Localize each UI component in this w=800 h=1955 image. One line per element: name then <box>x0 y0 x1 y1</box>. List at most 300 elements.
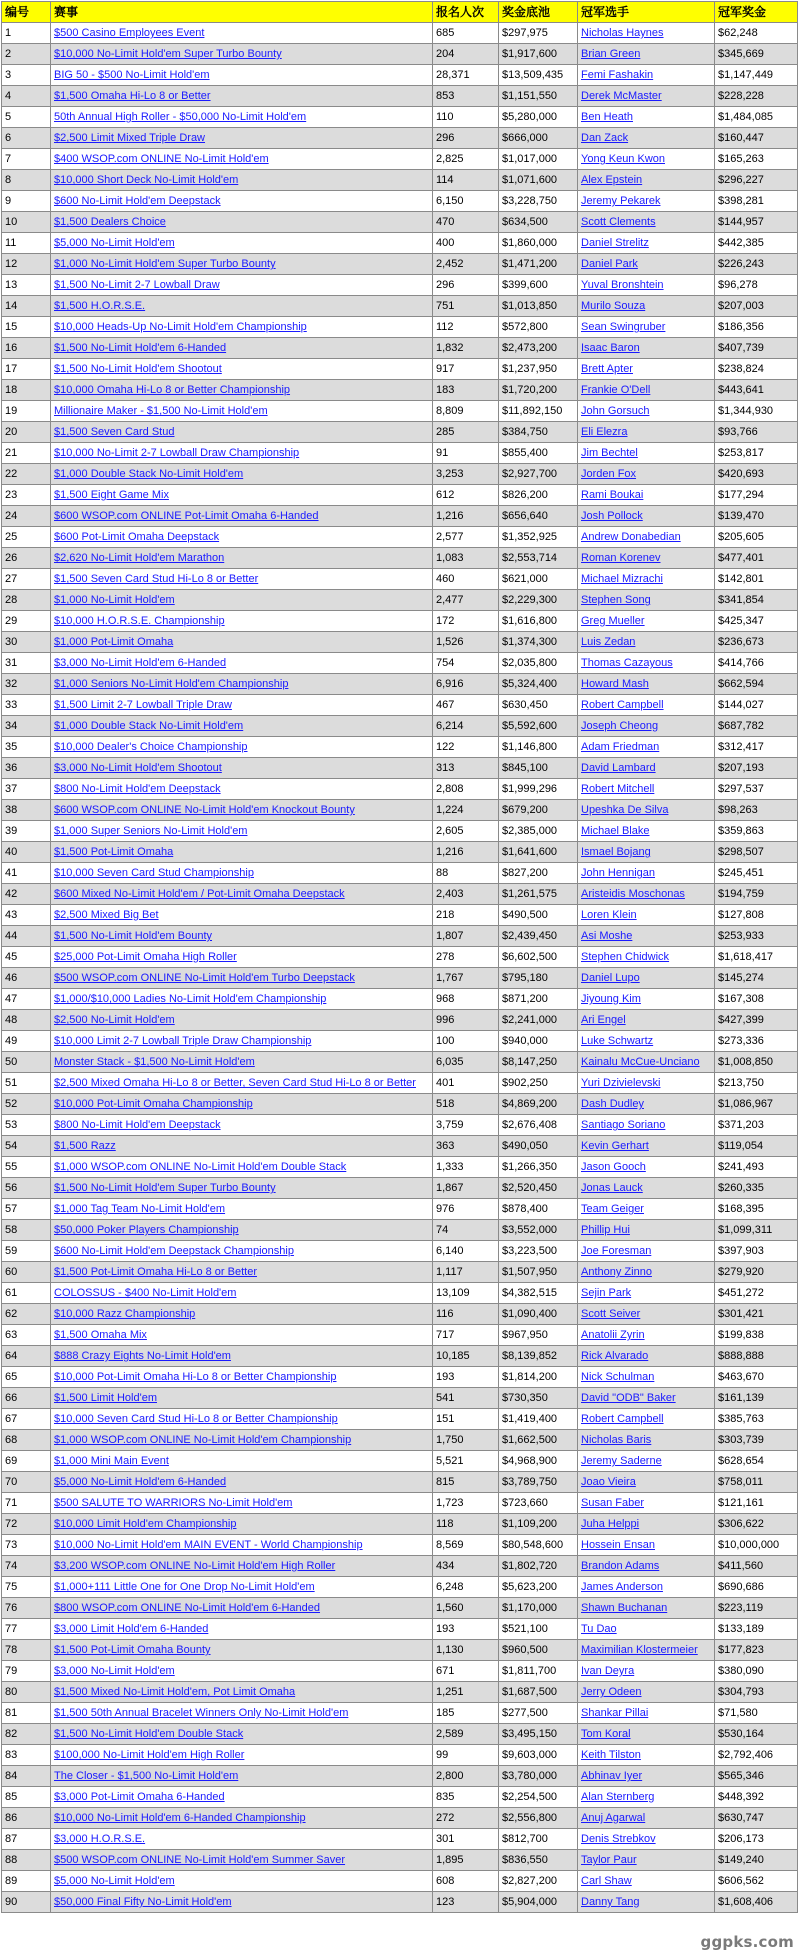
cell-winner <box>578 1325 715 1346</box>
cell-event-link[interactable]: $1,000 No-Limit Hold'em Super Turbo Bounty <box>54 258 276 270</box>
cell-winner-link[interactable]: Michael Mizrachi <box>581 573 663 585</box>
cell-winner-link[interactable]: Rick Alvarado <box>581 1350 649 1362</box>
cell-number: 25 <box>2 527 51 548</box>
cell-winner <box>578 590 715 611</box>
cell-event-link[interactable]: $1,000 Super Seniors No-Limit Hold'em <box>54 825 248 837</box>
cell-event <box>51 464 433 485</box>
table-row <box>2 1157 798 1178</box>
cell-event-link[interactable]: $600 Pot-Limit Omaha Deepstack <box>54 531 220 543</box>
cell-event-link[interactable]: $10,000 Short Deck No-Limit Hold'em <box>54 174 239 186</box>
cell-first-prize: $1,147,449 <box>715 65 798 86</box>
cell-winner-link[interactable]: Danny Tang <box>581 1896 640 1908</box>
cell-winner-link[interactable]: Murilo Souza <box>581 300 646 312</box>
cell-event-link[interactable]: $1,000/$10,000 Ladies No-Limit Hold'em Championship <box>54 993 327 1005</box>
cell-event <box>51 1199 433 1220</box>
cell-winner-link[interactable]: Anthony Zinno <box>581 1266 652 1278</box>
cell-event-link[interactable]: $1,500 Pot-Limit Omaha Bounty <box>54 1644 211 1656</box>
cell-first-prize: $448,392 <box>715 1787 798 1808</box>
cell-prize-pool: $621,000 <box>499 569 578 590</box>
cell-winner-link[interactable]: David Lambard <box>581 762 656 774</box>
table-row <box>2 1367 798 1388</box>
cell-winner-link[interactable]: Phillip Hui <box>581 1224 630 1236</box>
cell-event-link[interactable]: $10,000 Limit Hold'em Championship <box>54 1518 237 1530</box>
cell-winner <box>578 1094 715 1115</box>
cell-event <box>51 1661 433 1682</box>
cell-event-link[interactable]: $10,000 Pot-Limit Omaha Championship <box>54 1098 253 1110</box>
cell-winner-link[interactable]: Sejin Park <box>581 1287 632 1299</box>
cell-winner-link[interactable]: Andrew Donabedian <box>581 531 681 543</box>
cell-number: 14 <box>2 296 51 317</box>
cell-winner-link[interactable]: Brandon Adams <box>581 1560 660 1572</box>
cell-winner-link[interactable]: Alex Epstein <box>581 174 643 186</box>
cell-winner-link[interactable]: Rami Boukai <box>581 489 644 501</box>
cell-event-link[interactable]: $10,000 Limit 2-7 Lowball Triple Draw Championship <box>54 1035 312 1047</box>
cell-event-link[interactable]: The Closer - $1,500 No-Limit Hold'em <box>54 1770 239 1782</box>
cell-prize-pool: $2,827,200 <box>499 1871 578 1892</box>
cell-winner-link[interactable]: James Anderson <box>581 1581 663 1593</box>
cell-number: 43 <box>2 905 51 926</box>
cell-number: 79 <box>2 1661 51 1682</box>
cell-winner-link[interactable]: Tom Koral <box>581 1728 631 1740</box>
cell-winner-link[interactable]: Jeremy Saderne <box>581 1455 662 1467</box>
cell-entries: 110 <box>433 107 499 128</box>
cell-winner-link[interactable]: Daniel Lupo <box>581 972 640 984</box>
cell-event-link[interactable]: $3,000 No-Limit Hold'em 6-Handed <box>54 657 227 669</box>
cell-winner-link[interactable]: Joao Vieira <box>581 1476 636 1488</box>
cell-winner <box>578 1598 715 1619</box>
cell-winner <box>578 1703 715 1724</box>
cell-event-link[interactable]: $1,500 Dealers Choice <box>54 216 166 228</box>
cell-winner-link[interactable]: Robert Campbell <box>581 1413 664 1425</box>
cell-event-link[interactable]: $5,000 No-Limit Hold'em <box>54 1875 175 1887</box>
cell-event-link[interactable]: $1,500 Pot-Limit Omaha Hi-Lo 8 or Better <box>54 1266 257 1278</box>
table-row <box>2 842 798 863</box>
cell-event-link[interactable]: $1,500 Eight Game Mix <box>54 489 169 501</box>
cell-winner-link[interactable]: Brett Apter <box>581 363 633 375</box>
table-row <box>2 1598 798 1619</box>
cell-event <box>51 863 433 884</box>
cell-winner-link[interactable]: Maximilian Klostermeier <box>581 1644 698 1656</box>
cell-event-link[interactable]: $10,000 Heads-Up No-Limit Hold'em Championship <box>54 321 307 333</box>
cell-entries: 6,214 <box>433 716 499 737</box>
cell-event-link[interactable]: $1,500 No-Limit Hold'em 6-Handed <box>54 342 227 354</box>
cell-event <box>51 443 433 464</box>
cell-prize-pool: $5,324,400 <box>499 674 578 695</box>
table-row <box>2 1850 798 1871</box>
cell-winner-link[interactable]: Robert Mitchell <box>581 783 655 795</box>
cell-entries: 1,750 <box>433 1430 499 1451</box>
cell-event <box>51 254 433 275</box>
cell-winner-link[interactable]: David "ODB" Baker <box>581 1392 676 1404</box>
cell-event-link[interactable]: $800 WSOP.com ONLINE No-Limit Hold'em 6-Handed <box>54 1602 321 1614</box>
cell-winner-link[interactable]: Jason Gooch <box>581 1161 646 1173</box>
cell-winner-link[interactable]: Robert Campbell <box>581 699 664 711</box>
cell-event-link[interactable]: $10,000 H.O.R.S.E. Championship <box>54 615 225 627</box>
cell-event-link[interactable]: $1,000 No-Limit Hold'em <box>54 594 175 606</box>
cell-winner-link[interactable]: Alan Sternberg <box>581 1791 655 1803</box>
cell-number: 63 <box>2 1325 51 1346</box>
cell-event-link[interactable]: $10,000 No-Limit Hold'em MAIN EVENT - World Championship <box>54 1539 363 1551</box>
table-row <box>2 1283 798 1304</box>
cell-winner-link[interactable]: Shankar Pillai <box>581 1707 649 1719</box>
cell-winner-link[interactable]: Juha Helppi <box>581 1518 640 1530</box>
cell-event-link[interactable]: $1,000 Tag Team No-Limit Hold'em <box>54 1203 226 1215</box>
table-row <box>2 1199 798 1220</box>
cell-event-link[interactable]: $2,500 Mixed Omaha Hi-Lo 8 or Better, Seven Card Stud Hi-Lo 8 or Better <box>54 1077 416 1089</box>
cell-winner-link[interactable]: Daniel Strelitz <box>581 237 649 249</box>
cell-prize-pool: $3,780,000 <box>499 1766 578 1787</box>
cell-prize-pool: $826,200 <box>499 485 578 506</box>
cell-event-link[interactable]: $10,000 Omaha Hi-Lo 8 or Better Championship <box>54 384 291 396</box>
cell-event-link[interactable]: $10,000 Razz Championship <box>54 1308 196 1320</box>
cell-winner-link[interactable]: Frankie O'Dell <box>581 384 651 396</box>
cell-first-prize: $411,560 <box>715 1556 798 1577</box>
cell-winner-link[interactable]: Brian Green <box>581 48 641 60</box>
cell-event-link[interactable]: $2,500 Mixed Big Bet <box>54 909 159 921</box>
cell-event-link[interactable]: $1,500 Omaha Hi-Lo 8 or Better <box>54 90 211 102</box>
cell-event-link[interactable]: $1,000+111 Little One for One Drop No-Limit Hold'em <box>54 1581 315 1593</box>
cell-winner-link[interactable]: Joseph Cheong <box>581 720 659 732</box>
cell-event-link[interactable]: $888 Crazy Eights No-Limit Hold'em <box>54 1350 231 1362</box>
cell-entries: 118 <box>433 1514 499 1535</box>
cell-winner-link[interactable]: Aristeidis Moschonas <box>581 888 685 900</box>
cell-event-link[interactable]: $2,500 Limit Mixed Triple Draw <box>54 132 206 144</box>
cell-winner-link[interactable]: Thomas Cazayous <box>581 657 673 669</box>
cell-prize-pool: $2,254,500 <box>499 1787 578 1808</box>
cell-winner-link[interactable]: Eli Elezra <box>581 426 628 438</box>
table-row <box>2 107 798 128</box>
cell-event-link[interactable]: $10,000 Pot-Limit Omaha Hi-Lo 8 or Better Championship <box>54 1371 337 1383</box>
cell-entries: 541 <box>433 1388 499 1409</box>
cell-event-link[interactable]: $500 SALUTE TO WARRIORS No-Limit Hold'em <box>54 1497 293 1509</box>
cell-first-prize: $380,090 <box>715 1661 798 1682</box>
cell-number: 27 <box>2 569 51 590</box>
cell-winner-link[interactable]: Susan Faber <box>581 1497 644 1509</box>
cell-event-link[interactable]: $1,500 Limit Hold'em <box>54 1392 157 1404</box>
cell-winner-link[interactable]: Roman Korenev <box>581 552 661 564</box>
cell-event-link[interactable]: $1,500 No-Limit Hold'em Double Stack <box>54 1728 244 1740</box>
cell-event-link[interactable]: $2,500 No-Limit Hold'em <box>54 1014 175 1026</box>
cell-winner-link[interactable]: Asi Moshe <box>581 930 633 942</box>
cell-prize-pool: $960,500 <box>499 1640 578 1661</box>
cell-event <box>51 1535 433 1556</box>
cell-number: 34 <box>2 716 51 737</box>
cell-event-link[interactable]: $1,500 H.O.R.S.E. <box>54 300 146 312</box>
cell-winner-link[interactable]: Sean Swingruber <box>581 321 666 333</box>
cell-winner <box>578 44 715 65</box>
cell-event-link[interactable]: $10,000 Seven Card Stud Hi-Lo 8 or Better Championship <box>54 1413 338 1425</box>
cell-event-link[interactable]: $5,000 No-Limit Hold'em 6-Handed <box>54 1476 227 1488</box>
cell-winner-link[interactable]: Jeremy Pekarek <box>581 195 661 207</box>
cell-winner-link[interactable]: Yuri Dzivielevski <box>581 1077 661 1089</box>
cell-event <box>51 968 433 989</box>
cell-event-link[interactable]: $1,000 WSOP.com ONLINE No-Limit Hold'em Championship <box>54 1434 352 1446</box>
table-row <box>2 1535 798 1556</box>
cell-entries: 8,809 <box>433 401 499 422</box>
cell-event-link[interactable]: $1,500 No-Limit 2-7 Lowball Draw <box>54 279 220 291</box>
cell-event-link[interactable]: $1,000 Mini Main Event <box>54 1455 169 1467</box>
table-row <box>2 275 798 296</box>
cell-prize-pool: $878,400 <box>499 1199 578 1220</box>
cell-event <box>51 65 433 86</box>
cell-event-link[interactable]: $600 No-Limit Hold'em Deepstack Championship <box>54 1245 294 1257</box>
cell-winner-link[interactable]: Nick Schulman <box>581 1371 655 1383</box>
cell-number: 85 <box>2 1787 51 1808</box>
cell-event <box>51 107 433 128</box>
cell-first-prize: $133,189 <box>715 1619 798 1640</box>
cell-event <box>51 1388 433 1409</box>
cell-event-link[interactable]: $600 WSOP.com ONLINE Pot-Limit Omaha 6-Handed <box>54 510 319 522</box>
cell-entries: 835 <box>433 1787 499 1808</box>
table-row <box>2 653 798 674</box>
cell-event-link[interactable]: $600 Mixed No-Limit Hold'em / Pot-Limit Omaha Deepstack <box>54 888 345 900</box>
cell-event-link[interactable]: $1,500 Seven Card Stud <box>54 426 175 438</box>
cell-winner-link[interactable]: Jerry Odeen <box>581 1686 642 1698</box>
cell-first-prize: $260,335 <box>715 1178 798 1199</box>
cell-event-link[interactable]: $400 WSOP.com ONLINE No-Limit Hold'em <box>54 153 269 165</box>
cell-number: 72 <box>2 1514 51 1535</box>
cell-event-link[interactable]: $500 WSOP.com ONLINE No-Limit Hold'em Summer Saver <box>54 1854 346 1866</box>
cell-event-link[interactable]: $3,000 Limit Hold'em 6-Handed <box>54 1623 209 1635</box>
cell-event-link[interactable]: $1,500 No-Limit Hold'em Shootout <box>54 363 222 375</box>
cell-winner-link[interactable]: Luke Schwartz <box>581 1035 654 1047</box>
cell-winner-link[interactable]: Yong Keun Kwon <box>581 153 665 165</box>
cell-event-link[interactable]: $1,000 Seniors No-Limit Hold'em Championship <box>54 678 289 690</box>
cell-winner-link[interactable]: Keith Tilston <box>581 1749 641 1761</box>
cell-winner-link[interactable]: Taylor Paur <box>581 1854 637 1866</box>
cell-winner-link[interactable]: Team Geiger <box>581 1203 644 1215</box>
cell-event-link[interactable]: $100,000 No-Limit Hold'em High Roller <box>54 1749 245 1761</box>
cell-winner-link[interactable]: Scott Clements <box>581 216 656 228</box>
cell-event <box>51 128 433 149</box>
cell-winner-link[interactable]: Stephen Song <box>581 594 651 606</box>
cell-winner-link[interactable]: Jonas Lauck <box>581 1182 643 1194</box>
cell-winner-link[interactable]: Jiyoung Kim <box>581 993 641 1005</box>
cell-winner-link[interactable]: Howard Mash <box>581 678 649 690</box>
cell-event <box>51 485 433 506</box>
cell-event-link[interactable]: $1,500 Limit 2-7 Lowball Triple Draw <box>54 699 232 711</box>
cell-winner-link[interactable]: Anatolii Zyrin <box>581 1329 645 1341</box>
cell-event-link[interactable]: $5,000 No-Limit Hold'em <box>54 237 175 249</box>
cell-number: 61 <box>2 1283 51 1304</box>
cell-winner-link[interactable]: Ben Heath <box>581 111 633 123</box>
cell-winner <box>578 1892 715 1913</box>
cell-entries: 717 <box>433 1325 499 1346</box>
cell-winner-link[interactable]: Josh Pollock <box>581 510 643 522</box>
cell-winner <box>578 779 715 800</box>
cell-entries: 968 <box>433 989 499 1010</box>
cell-entries: 3,759 <box>433 1115 499 1136</box>
cell-prize-pool: $871,200 <box>499 989 578 1010</box>
cell-event-link[interactable]: $800 No-Limit Hold'em Deepstack <box>54 783 221 795</box>
cell-winner-link[interactable]: Femi Fashakin <box>581 69 654 81</box>
cell-winner-link[interactable]: Stephen Chidwick <box>581 951 670 963</box>
cell-first-prize: $142,801 <box>715 569 798 590</box>
cell-winner-link[interactable]: Daniel Park <box>581 258 638 270</box>
cell-event-link[interactable]: $10,000 No-Limit 2-7 Lowball Draw Championship <box>54 447 300 459</box>
cell-winner-link[interactable]: John Gorsuch <box>581 405 650 417</box>
cell-winner-link[interactable]: Kevin Gerhart <box>581 1140 649 1152</box>
cell-event <box>51 1724 433 1745</box>
cell-event-link[interactable]: $1,500 50th Annual Bracelet Winners Only No-Limit Hold'em <box>54 1707 349 1719</box>
cell-event-link[interactable]: $1,500 No-Limit Hold'em Super Turbo Bounty <box>54 1182 276 1194</box>
cell-prize-pool: $3,223,500 <box>499 1241 578 1262</box>
cell-winner <box>578 464 715 485</box>
cell-event-link[interactable]: $1,500 Pot-Limit Omaha <box>54 846 174 858</box>
cell-first-prize: $298,507 <box>715 842 798 863</box>
cell-winner-link[interactable]: Nicholas Haynes <box>581 27 664 39</box>
cell-event <box>51 1220 433 1241</box>
cell-event-link[interactable]: $500 WSOP.com ONLINE No-Limit Hold'em Turbo Deepstack <box>54 972 355 984</box>
cell-winner <box>578 128 715 149</box>
cell-event-link[interactable]: 50th Annual High Roller - $50,000 No-Limit Hold'em <box>54 111 307 123</box>
cell-event-link[interactable]: $600 No-Limit Hold'em Deepstack <box>54 195 221 207</box>
cell-winner-link[interactable]: Isaac Baron <box>581 342 640 354</box>
cell-winner-link[interactable]: Denis Strebkov <box>581 1833 656 1845</box>
cell-event-link[interactable]: $25,000 Pot-Limit Omaha High Roller <box>54 951 237 963</box>
cell-winner <box>578 989 715 1010</box>
cell-winner-link[interactable]: Kainalu McCue-Unciano <box>581 1056 700 1068</box>
cell-event-link[interactable]: $1,500 Razz <box>54 1140 116 1152</box>
cell-entries: 1,867 <box>433 1178 499 1199</box>
cell-event-link[interactable]: Monster Stack - $1,500 No-Limit Hold'em <box>54 1056 255 1068</box>
cell-event-link[interactable]: Millionaire Maker - $1,500 No-Limit Hold'em <box>54 405 268 417</box>
cell-winner-link[interactable]: Santiago Soriano <box>581 1119 666 1131</box>
header-row <box>2 2 798 23</box>
cell-winner-link[interactable]: Scott Seiver <box>581 1308 641 1320</box>
cell-event <box>51 44 433 65</box>
cell-event-link[interactable]: $3,000 No-Limit Hold'em <box>54 1665 175 1677</box>
cell-winner-link[interactable]: Joe Foresman <box>581 1245 652 1257</box>
cell-winner-link[interactable]: Jorden Fox <box>581 468 637 480</box>
cell-prize-pool: $2,439,450 <box>499 926 578 947</box>
cell-prize-pool: $1,720,200 <box>499 380 578 401</box>
cell-event-link[interactable]: $3,000 H.O.R.S.E. <box>54 1833 146 1845</box>
cell-prize-pool: $656,640 <box>499 506 578 527</box>
cell-event-link[interactable]: $10,000 No-Limit Hold'em Super Turbo Bounty <box>54 48 282 60</box>
cell-event-link[interactable]: $10,000 Seven Card Stud Championship <box>54 867 254 879</box>
cell-first-prize: $177,294 <box>715 485 798 506</box>
cell-winner-link[interactable]: Derek McMaster <box>581 90 662 102</box>
cell-event-link[interactable]: $1,500 Omaha Mix <box>54 1329 147 1341</box>
cell-winner-link[interactable]: Upeshka De Silva <box>581 804 669 816</box>
cell-winner-link[interactable]: Shawn Buchanan <box>581 1602 668 1614</box>
cell-entries: 460 <box>433 569 499 590</box>
cell-winner <box>578 1430 715 1451</box>
cell-event-link[interactable]: $3,000 Pot-Limit Omaha 6-Handed <box>54 1791 225 1803</box>
cell-event <box>51 1073 433 1094</box>
cell-winner-link[interactable]: Yuval Bronshtein <box>581 279 664 291</box>
cell-event <box>51 653 433 674</box>
cell-winner-link[interactable]: Dan Zack <box>581 132 629 144</box>
table-row <box>2 359 798 380</box>
table-row <box>2 1724 798 1745</box>
cell-entries: 100 <box>433 1031 499 1052</box>
cell-winner-link[interactable]: Luis Zedan <box>581 636 636 648</box>
cell-winner-link[interactable]: Abhinav Iyer <box>581 1770 643 1782</box>
cell-event <box>51 569 433 590</box>
cell-event <box>51 1157 433 1178</box>
cell-winner-link[interactable]: Hossein Ensan <box>581 1539 655 1551</box>
table-row <box>2 1808 798 1829</box>
cell-entries: 1,251 <box>433 1682 499 1703</box>
cell-winner-link[interactable]: Ivan Deyra <box>581 1665 635 1677</box>
cell-winner <box>578 1178 715 1199</box>
cell-number: 9 <box>2 191 51 212</box>
cell-event-link[interactable]: $10,000 No-Limit Hold'em 6-Handed Championship <box>54 1812 306 1824</box>
cell-event-link[interactable]: $1,500 No-Limit Hold'em Bounty <box>54 930 213 942</box>
cell-winner-link[interactable]: Tu Dao <box>581 1623 617 1635</box>
cell-event-link[interactable]: $1,000 Double Stack No-Limit Hold'em <box>54 720 244 732</box>
cell-event-link[interactable]: $3,200 WSOP.com ONLINE No-Limit Hold'em High Roller <box>54 1560 336 1572</box>
cell-first-prize: $10,000,000 <box>715 1535 798 1556</box>
cell-prize-pool: $1,352,925 <box>499 527 578 548</box>
cell-winner <box>578 359 715 380</box>
cell-prize-pool: $2,556,800 <box>499 1808 578 1829</box>
cell-winner-link[interactable]: Adam Friedman <box>581 741 660 753</box>
cell-event <box>51 1598 433 1619</box>
cell-event-link[interactable]: $2,620 No-Limit Hold'em Marathon <box>54 552 225 564</box>
cell-number: 11 <box>2 233 51 254</box>
cell-number: 21 <box>2 443 51 464</box>
table-row <box>2 1388 798 1409</box>
cell-event-link[interactable]: $1,500 Seven Card Stud Hi-Lo 8 or Better <box>54 573 259 585</box>
cell-first-prize: $167,308 <box>715 989 798 1010</box>
cell-winner <box>578 1577 715 1598</box>
cell-event-link[interactable]: $1,000 Double Stack No-Limit Hold'em <box>54 468 244 480</box>
cell-first-prize: $1,618,417 <box>715 947 798 968</box>
cell-entries: 1,807 <box>433 926 499 947</box>
cell-event-link[interactable]: $1,000 WSOP.com ONLINE No-Limit Hold'em Double Stack <box>54 1161 347 1173</box>
cell-winner-link[interactable]: Michael Blake <box>581 825 650 837</box>
cell-event-link[interactable]: $10,000 Dealer's Choice Championship <box>54 741 248 753</box>
cell-winner <box>578 1304 715 1325</box>
cell-winner-link[interactable]: Jim Bechtel <box>581 447 638 459</box>
cell-event-link[interactable]: $50,000 Final Fifty No-Limit Hold'em <box>54 1896 232 1908</box>
cell-winner-link[interactable]: Anuj Agarwal <box>581 1812 646 1824</box>
cell-entries: 5,521 <box>433 1451 499 1472</box>
cell-event-link[interactable]: $3,000 No-Limit Hold'em Shootout <box>54 762 222 774</box>
cell-prize-pool: $2,229,300 <box>499 590 578 611</box>
cell-winner-link[interactable]: Nicholas Baris <box>581 1434 652 1446</box>
cell-number: 69 <box>2 1451 51 1472</box>
cell-event-link[interactable]: $500 Casino Employees Event <box>54 27 205 39</box>
table-row <box>2 1619 798 1640</box>
cell-winner-link[interactable]: John Hennigan <box>581 867 656 879</box>
cell-winner-link[interactable]: Greg Mueller <box>581 615 645 627</box>
cell-event-link[interactable]: $1,000 Pot-Limit Omaha <box>54 636 174 648</box>
cell-first-prize: $606,562 <box>715 1871 798 1892</box>
cell-event-link[interactable]: $50,000 Poker Players Championship <box>54 1224 239 1236</box>
cell-number: 36 <box>2 758 51 779</box>
cell-prize-pool: $812,700 <box>499 1829 578 1850</box>
cell-event-link[interactable]: $600 WSOP.com ONLINE No-Limit Hold'em Knockout Bounty <box>54 804 355 816</box>
cell-winner-link[interactable]: Carl Shaw <box>581 1875 632 1887</box>
cell-prize-pool: $13,509,435 <box>499 65 578 86</box>
cell-event-link[interactable]: $800 No-Limit Hold'em Deepstack <box>54 1119 221 1131</box>
cell-prize-pool: $4,382,515 <box>499 1283 578 1304</box>
cell-event-link[interactable]: BIG 50 - $500 No-Limit Hold'em <box>54 69 210 81</box>
cell-first-prize: $297,537 <box>715 779 798 800</box>
cell-winner-link[interactable]: Loren Klein <box>581 909 637 921</box>
cell-winner-link[interactable]: Ismael Bojang <box>581 846 651 858</box>
cell-first-prize: $253,933 <box>715 926 798 947</box>
cell-event-link[interactable]: COLOSSUS - $400 No-Limit Hold'em <box>54 1287 237 1299</box>
cell-event-link[interactable]: $1,500 Mixed No-Limit Hold'em, Pot Limit Omaha <box>54 1686 296 1698</box>
cell-first-prize: $341,854 <box>715 590 798 611</box>
cell-winner-link[interactable]: Ari Engel <box>581 1014 626 1026</box>
cell-winner-link[interactable]: Dash Dudley <box>581 1098 644 1110</box>
